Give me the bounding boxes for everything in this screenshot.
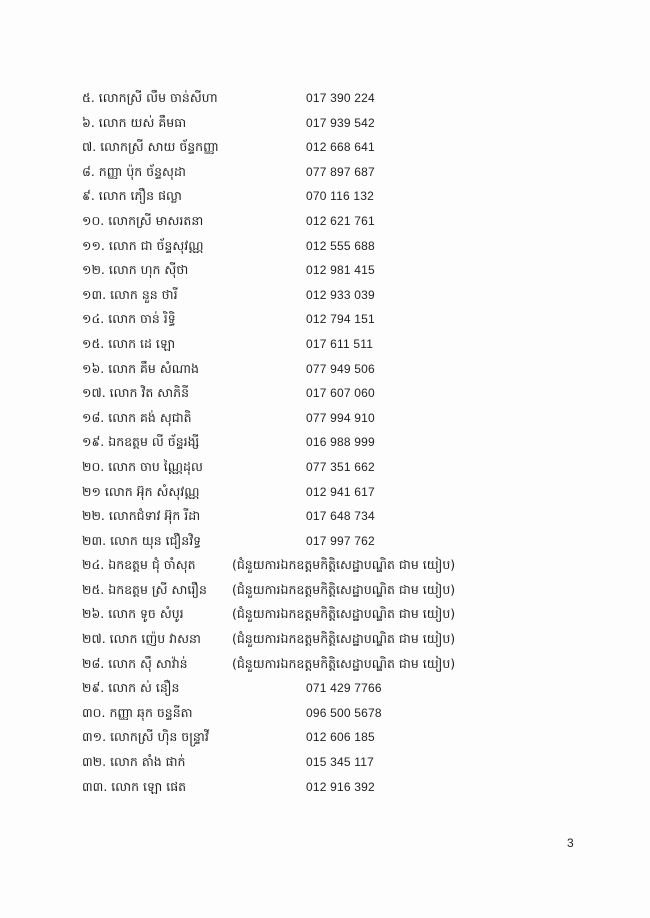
list-item [82,529,622,554]
assistant-note: (ជំនួយការឯកឧត្តមកិត្តិសេដ្ឋាបណ្ឌិត ជាម យៀប) [232,581,456,597]
contact-phone: 016 988 999 [306,435,375,450]
contact-phone: 012 668 641 [306,140,375,155]
page-number: 3 [567,836,574,850]
contact-name: ១៨. លោក គង់ សុជាតិ [82,409,192,425]
contact-name: ១៥. លោក ដេ ឡោ [82,335,176,351]
contact-phone: 012 941 617 [306,484,375,499]
list-item [82,406,622,431]
contact-name: ២២. លោកជំទាវ អ៊ុក រីដា [82,508,201,524]
contact-name: ១៤. លោក ចាន់ រិទ្ធិ [82,311,176,327]
contact-name: ១១. លោក ជា ច័ន្ទសុវណ្ណ [82,237,204,253]
contact-name: ២១ លោក អ៊ុក សំសុវណ្ណ [82,483,200,499]
contact-phone: 012 621 761 [306,213,375,228]
contact-name: ៣២. លោក តាំង ផាក់ [82,754,186,770]
contact-name: ២០. លោក ចាប ណ្ណៃដុល [82,458,203,474]
contact-name: ២៧. លោក ញ៉េប វាសនា [82,631,201,647]
contact-phone: 012 555 688 [306,238,375,253]
list-item [82,357,622,382]
contact-phone: 012 794 151 [306,312,375,327]
contact-name: ១០. លោកស្រី មាសរតនា [82,212,204,228]
contact-phone: 017 648 734 [306,509,375,524]
list-item [82,283,622,308]
contact-name: ២៤. ឯកឧត្តម ជុំ ចាំសុត [82,557,196,573]
contact-name: ៧. លោកស្រី សាយ ច័ន្ទកញ្ញា [82,139,219,155]
contact-name: ២៣. លោក យុន ជឿនវិទ្ធ [82,532,202,548]
list-item [82,652,622,677]
list-item [82,307,622,332]
list-item [82,184,622,209]
contact-phone: 077 949 506 [306,361,375,376]
contact-name: ៥. លោកស្រី លឹម ចាន់សីហា [82,90,218,105]
contact-name: ៣០. កញ្ញា ឆុក ចន្ទនីតា [82,704,193,720]
contact-name: ៩. លោក ភឿន ផល្លា [82,188,182,204]
assistant-note: (ជំនួយការឯកឧត្តមកិត្តិសេដ្ឋាបណ្ឌិត ជាម យៀប) [232,557,456,573]
contact-list [82,86,622,799]
list-item [82,775,622,800]
contact-phone: 096 500 5678 [306,705,382,720]
list-item [82,578,622,603]
contact-phone: 017 390 224 [306,91,375,105]
contact-phone: 071 429 7766 [306,681,382,696]
list-item [82,725,622,750]
contact-name: ១៣. លោក នួន ថារី [82,286,178,302]
contact-name: ៣១. លោកស្រី ហ៊ិន ចន្ទ្រាវី [82,729,209,745]
list-item [82,750,622,775]
contact-phone: 015 345 117 [306,755,375,770]
contact-phone: 012 606 185 [306,730,375,745]
list-item [82,553,622,578]
list-item [82,480,622,505]
contact-name: ២៦. លោក ទូច សំបូរ [82,606,184,622]
list-item [82,332,622,357]
contact-phone: 017 607 060 [306,386,375,401]
contact-name: ៦. លោក យស់ គឹមធា [82,114,187,130]
list-item [82,111,622,136]
contact-name: ១២. លោក ហុក ស៊ីថា [82,262,189,278]
contact-name: ២៥. ឯកឧត្តម ស្រី សារឿន [82,581,207,597]
contact-phone: 017 997 762 [306,533,375,548]
assistant-note: (ជំនួយការឯកឧត្តមកិត្តិសេដ្ឋាបណ្ឌិត ជាម យៀប) [232,631,456,647]
contact-phone: 077 897 687 [306,164,375,179]
contact-phone: 070 116 132 [306,189,375,204]
contact-phone: 017 939 542 [306,115,375,130]
contact-phone: 077 351 662 [306,459,375,474]
list-item [82,676,622,701]
list-item [82,455,622,480]
list-item [82,209,622,234]
contact-name: ២៩. លោក ស់ នឿន [82,680,180,696]
contact-phone: 012 916 392 [306,779,375,794]
contact-phone: 012 933 039 [306,287,375,302]
list-item [82,234,622,259]
list-item [82,504,622,529]
list-item [82,86,622,111]
assistant-note: (ជំនួយការឯកឧត្តមកិត្តិសេដ្ឋាបណ្ឌិត ជាម យៀប) [232,655,456,671]
contact-phone: 077 994 910 [306,410,375,425]
contact-name: ២៨. លោក ស៊ឹ សាវ៉ាន់ [82,655,188,671]
list-item [82,258,622,283]
assistant-note: (ជំនួយការឯកឧត្តមកិត្តិសេដ្ឋាបណ្ឌិត ជាម យៀប) [232,606,456,622]
list-item [82,160,622,185]
list-item [82,602,622,627]
list-item [82,430,622,455]
contact-phone: 012 981 415 [306,263,375,278]
list-item [82,135,622,160]
contact-phone: 017 611 511 [306,336,374,351]
contact-name: ១៦. លោក គឹម សំណាង [82,360,199,376]
contact-name: ៣៣. លោក ឡេា ផេត [82,778,187,794]
list-item [82,381,622,406]
contact-name: ១៧. លោក វិត សាភិនី [82,385,190,401]
contact-name: ១៩. ឯកឧត្តម លី ច័ន្ទរង្សី [82,434,200,450]
contact-name: ៨. កញ្ញា ប៉ុក ច័ន្ទសុដា [82,163,186,179]
list-item [82,701,622,726]
list-item [82,627,622,652]
